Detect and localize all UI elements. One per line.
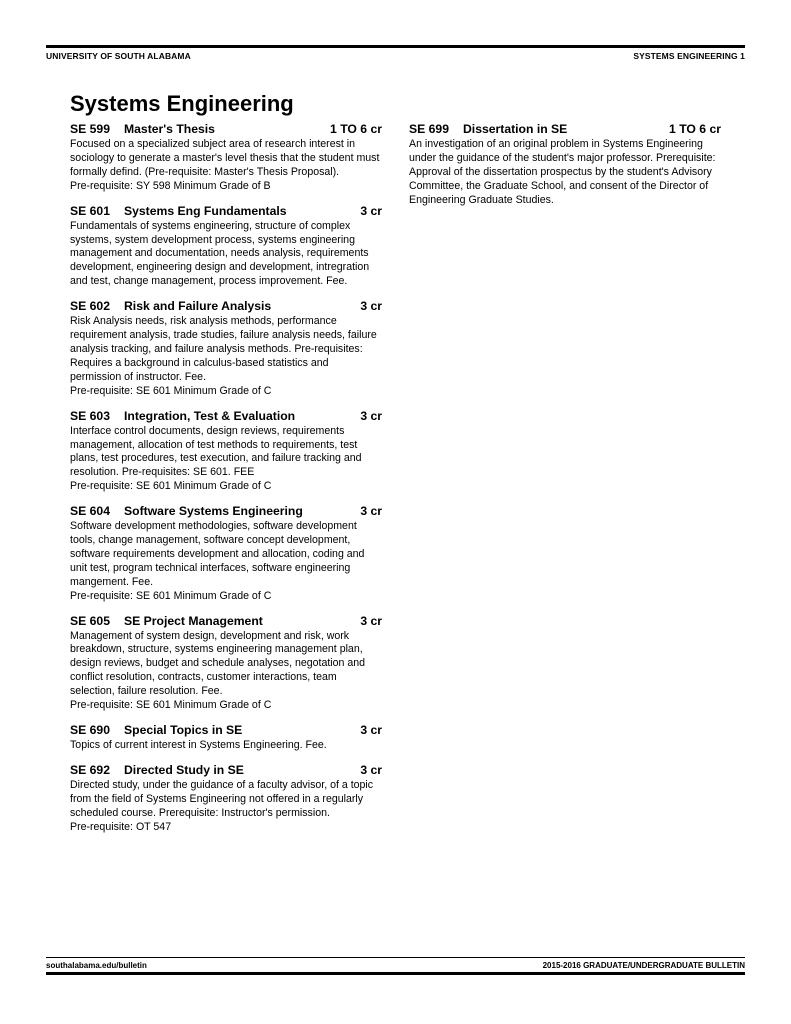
course-description: Management of system design, development and risk, work breakdown, structure, systems engineering management plan, design reviews, budget and schedule analyses, negotation and conflict resolution, contracts, customer interactions, team selection, failure resolution. Fee. <box>70 629 366 698</box>
course-prerequisite: Pre-requisite: SY 598 Minimum Grade of B <box>70 179 271 192</box>
course-se-603 <box>70 408 382 495</box>
course-name: Software Systems Engineering <box>124 504 303 519</box>
course-heading <box>70 408 382 424</box>
page-title: Systems Engineering <box>70 91 294 116</box>
course-heading <box>70 503 382 519</box>
course-prerequisite: Pre-requisite: SE 601 Minimum Grade of C <box>70 589 272 602</box>
course-code: SE 690 <box>70 723 110 737</box>
footer-rule-bottom <box>46 972 745 975</box>
course-heading <box>70 203 382 219</box>
course-code: SE 603 <box>70 408 110 423</box>
course-se-602 <box>70 298 382 398</box>
course-description: Fundamentals of systems engineering, structure of complex systems, system development process, systems engineering management and documentation, needs analysis, requirements development, engineering design and development, intregration and test, change management, process improvement. Fee. <box>70 219 370 288</box>
course-heading <box>409 121 721 137</box>
course-code: SE 599 <box>70 122 110 136</box>
course-credit: 3 cr <box>360 504 382 519</box>
course-credit: 3 cr <box>360 203 382 218</box>
course-heading <box>70 613 382 629</box>
course-description: Risk Analysis needs, risk analysis methods, performance requirement analysis, trade studies, failure analysis needs, failure analysis tracking, and failure analysis methods. Pre-requisites: Requires a background in calculus-based statistics and permission of instructor. Fee. <box>70 315 377 383</box>
course-prerequisite: Pre-requisite: OT 547 <box>70 820 172 833</box>
course-heading <box>70 722 382 738</box>
footer-bulletin: 2015-2016 GRADUATE/UNDERGRADUATE BULLETIN <box>542 961 745 970</box>
course-name: Master's Thesis <box>124 122 215 136</box>
footer-url: southalabama.edu/bulletin <box>46 961 147 970</box>
course-code: SE 601 <box>70 203 110 218</box>
course-code: SE 699 <box>409 122 449 136</box>
course-name: Risk and Failure Analysis <box>124 299 272 314</box>
course-credit: 3 cr <box>360 408 382 423</box>
course-se-605 <box>70 613 382 713</box>
course-se-604 <box>70 503 382 603</box>
course-heading <box>70 762 382 778</box>
left-course-column <box>70 121 382 844</box>
course-name: SE Project Management <box>124 613 263 628</box>
course-credit: 1 TO 6 cr <box>669 122 721 136</box>
course-heading <box>70 121 382 137</box>
course-name: Special Topics in SE <box>124 723 243 737</box>
course-code: SE 604 <box>70 504 110 519</box>
course-credit: 3 cr <box>360 299 382 314</box>
course-credit: 3 cr <box>360 613 382 628</box>
course-description: Interface control documents, design reviews, requirements management, allocation of test methods to requirements, test plans, test procedures, test execution, and failure tracking and resolution. Pre-requisites: SE 601. FEE <box>70 424 362 479</box>
course-credit: 3 cr <box>360 762 382 777</box>
course-code: SE 602 <box>70 299 110 314</box>
header-section-page: SYSTEMS ENGINEERING 1 <box>633 51 745 61</box>
course-description: An investigation of an original problem in Systems Engineering under the guidance of the student's major professor. Prerequisite: Approval of the dissertation prospectus by the student's Advisory Committee, the Graduate School, and consent of the Director of Engineering Graduate Studies. <box>409 138 716 206</box>
right-course-column <box>409 121 721 217</box>
course-description: Software development methodologies, software development tools, change management, software concept development, software requirements development and allocation, coding and unit test, program technical interfaces, software engineering mangement. Fee. <box>70 520 365 588</box>
course-se-699 <box>409 121 721 208</box>
course-se-690 <box>70 722 382 753</box>
course-credit: 3 cr <box>360 723 382 737</box>
course-prerequisite: Pre-requisite: SE 601 Minimum Grade of C <box>70 384 272 397</box>
course-name: Directed Study in SE <box>124 762 244 777</box>
course-description: Directed study, under the guidance of a faculty advisor, of a topic from the field of Systems Engineering not offered in a regularly scheduled course. Prerequisite: Instructor's permission. <box>70 778 374 819</box>
header-rule <box>46 45 745 48</box>
course-name: Systems Eng Fundamentals <box>124 203 287 218</box>
course-se-601 <box>70 203 382 290</box>
course-name: Dissertation in SE <box>463 122 568 136</box>
course-credit: 1 TO 6 cr <box>330 122 382 136</box>
course-code: SE 692 <box>70 762 110 777</box>
course-name: Integration, Test & Evaluation <box>124 408 296 423</box>
course-prerequisite: Pre-requisite: SE 601 Minimum Grade of C <box>70 699 272 712</box>
course-description: Topics of current interest in Systems Engineering. Fee. <box>70 739 327 751</box>
course-code: SE 605 <box>70 613 110 628</box>
course-se-599 <box>70 121 382 194</box>
header-university: UNIVERSITY OF SOUTH ALABAMA <box>46 51 191 61</box>
course-se-692 <box>70 762 382 835</box>
course-description: Focused on a specialized subject area of research interest in sociology to generate a master's level thesis that the student must formally defind. (Pre-requisite: Master's Thesis Proposal). <box>70 138 380 178</box>
course-heading <box>70 298 382 314</box>
course-prerequisite: Pre-requisite: SE 601 Minimum Grade of C <box>70 480 272 493</box>
footer-rule <box>46 957 745 958</box>
